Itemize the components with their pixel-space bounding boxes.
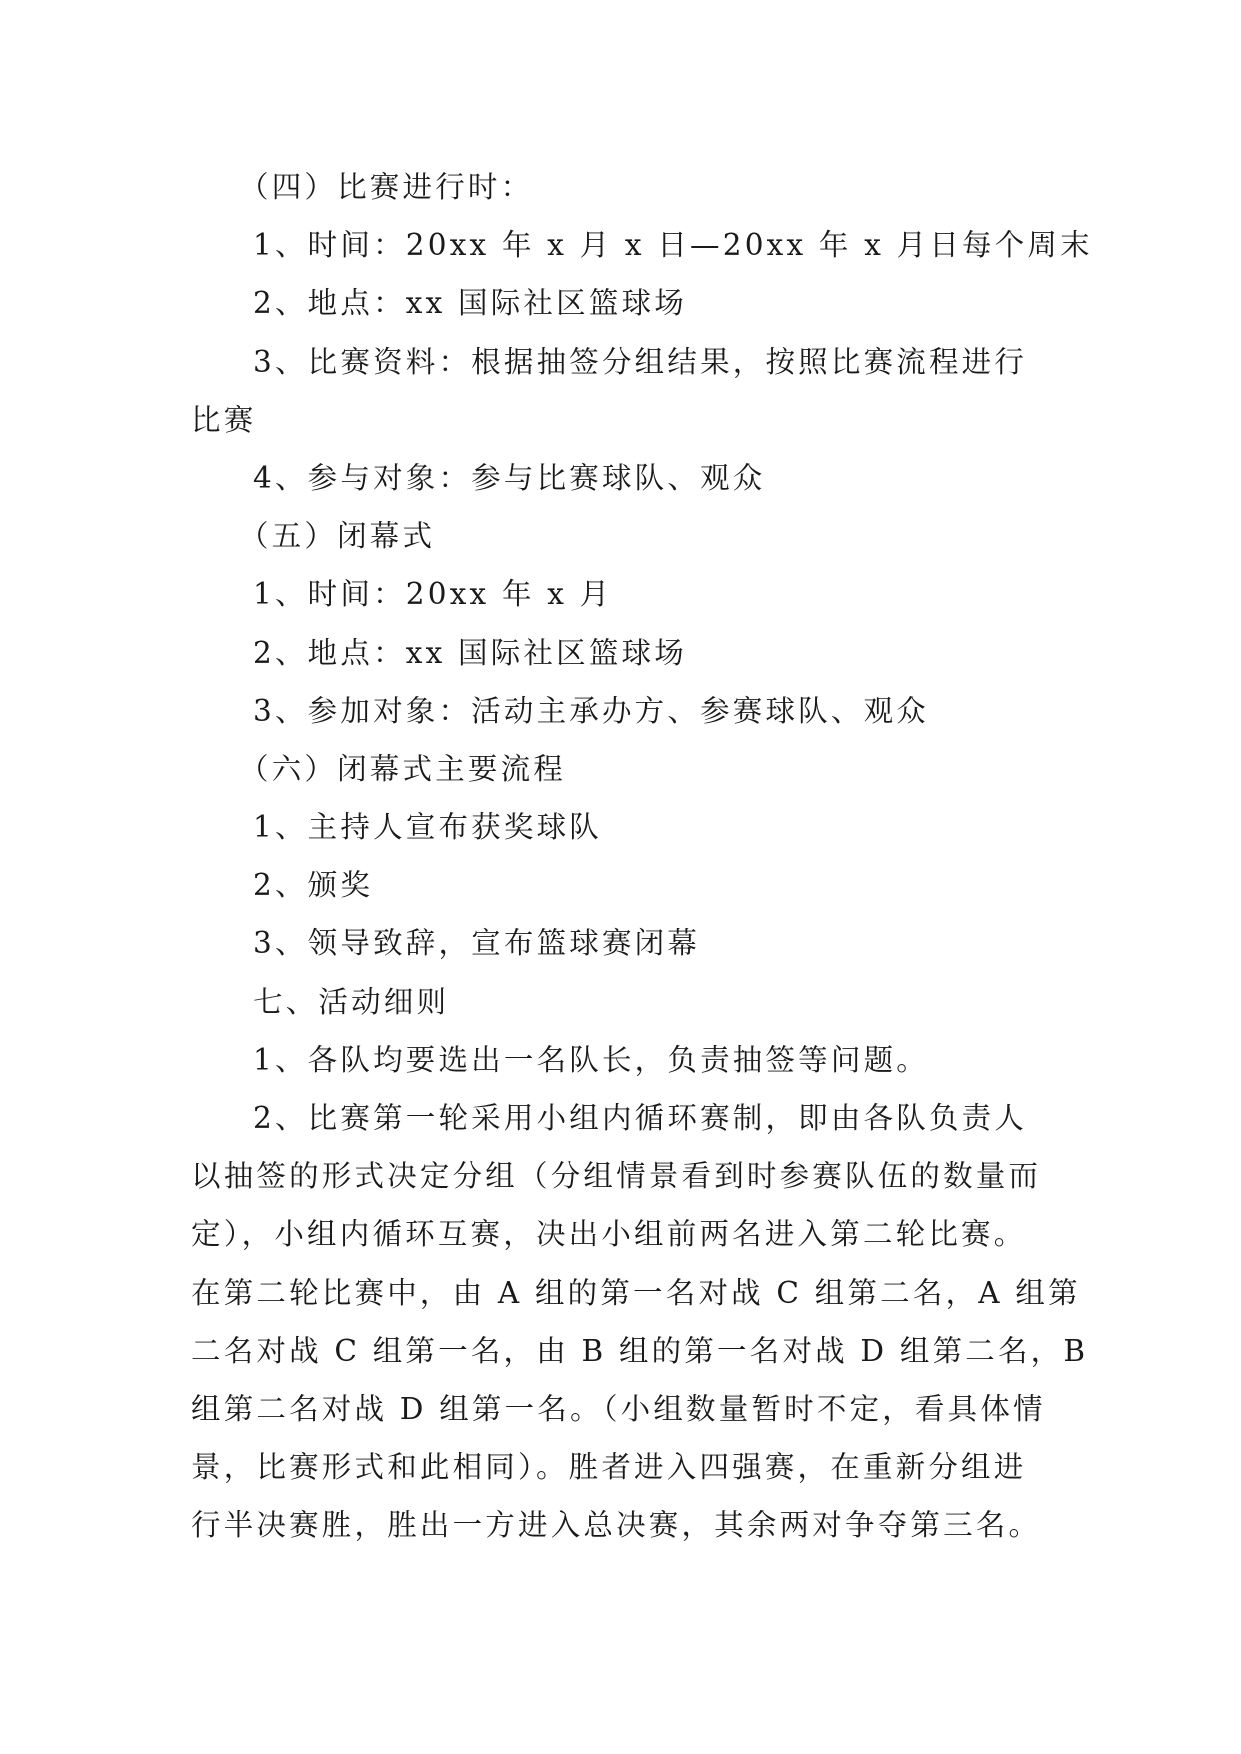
document-body: [191, 158, 1093, 1555]
paragraph-line: 2、比赛第一轮采用小组内循环赛制，即由各队负责人: [253, 1101, 1028, 1135]
paragraph-line: 1、时间：20xx 年 x 月 x 日—20xx 年 x 月日每个周末: [253, 228, 1093, 263]
paragraph-line: 1、时间：20xx 年 x 月: [253, 577, 613, 612]
paragraph-line: 定），小组内循环互赛，决出小组前两名进入第二轮比赛。: [191, 1217, 1027, 1252]
paragraph-line: 以抽签的形式决定分组（分组情景看到时参赛队伍的数量而: [191, 1159, 1042, 1194]
section-heading-6: （六）闭幕式主要流程: [239, 751, 567, 786]
paragraph-line: 2、地点：xx 国际社区篮球场: [253, 635, 687, 670]
paragraph-line: 2、地点：xx 国际社区篮球场: [253, 286, 687, 321]
section-heading-5: （五）闭幕式: [239, 519, 436, 554]
paragraph-line: 3、领导致辞，宣布篮球赛闭幕: [253, 926, 701, 961]
paragraph-line: 在第二轮比赛中，由 A 组的第一名对战 C 组第二名，A 组第: [191, 1275, 1081, 1310]
paragraph-line: 4、参与对象：参与比赛球队、观众: [253, 460, 766, 495]
paragraph-line: 景，比赛形式和此相同）。胜者进入四强赛，在重新分组进: [191, 1450, 1027, 1485]
paragraph-line: 行半决赛胜，胜出一方进入总决赛，其余两对争夺第三名。: [191, 1508, 1042, 1543]
paragraph-line: 1、主持人宣布获奖球队: [253, 810, 602, 845]
section-heading-4: （四）比赛进行时：: [239, 170, 534, 204]
paragraph-line: 组第二名对战 D 组第一名。（小组数量暂时不定，看具体情: [191, 1391, 1046, 1426]
paragraph-line: 2、颁奖: [253, 868, 374, 903]
paragraph-line: 二名对战 C 组第一名，由 B 组的第一名对战 D 组第二名，B: [191, 1333, 1089, 1368]
paragraph-line: 比赛: [191, 402, 257, 437]
paragraph-line: 3、比赛资料：根据抽签分组结果，按照比赛流程进行: [253, 344, 1028, 379]
paragraph-line: 3、参加对象：活动主承办方、参赛球队、观众: [253, 693, 929, 728]
paragraph-line: 1、各队均要选出一名队长，负责抽签等问题。: [253, 1042, 929, 1077]
section-heading-7: 七、活动细则: [253, 984, 450, 1019]
